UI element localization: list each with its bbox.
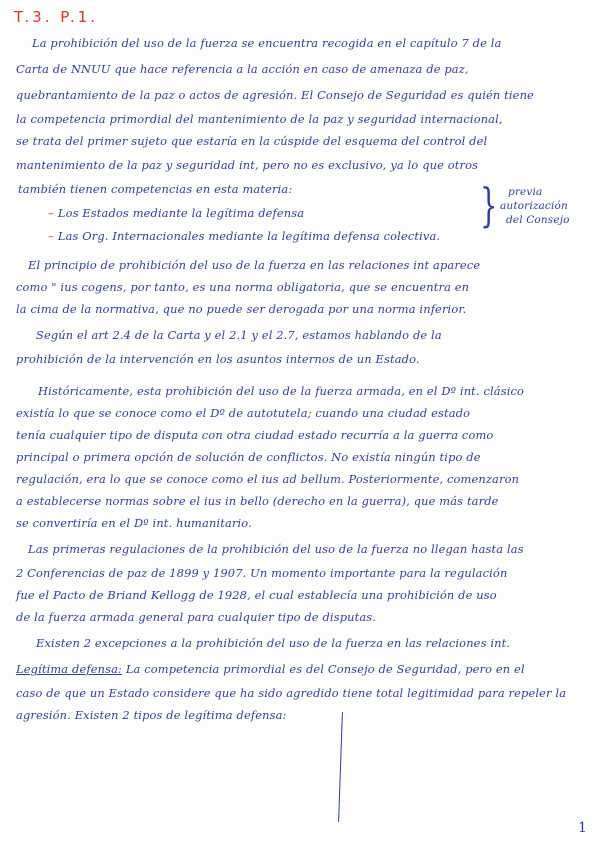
text-line: se trata del primer sujeto que estaría en la cúspide del esquema del control del — [16, 134, 488, 148]
curly-brace-icon: } — [480, 178, 498, 232]
text-line: 2 Conferencias de paz de 1899 y 1907. Un momento importante para la regulación — [16, 566, 508, 580]
text-line: la cima de la normativa, que no puede ser derogada por una norma inferior. — [16, 302, 467, 316]
text-line: Históricamente, esta prohibición del uso de la fuerza armada, en el Dº int. clásico — [38, 384, 525, 398]
text-line: Según el art 2.4 de la Carta y el 2.1 y el 2.7, estamos hablando de la — [36, 328, 442, 342]
text-line: El principio de prohibición del uso de la fuerza en las relaciones int aparece — [28, 258, 481, 272]
text-line: prohibición de la intervención en los asuntos internos de un Estado. — [16, 352, 420, 366]
text-line: también tienen competencias en esta materia: — [18, 182, 293, 196]
text-line: la competencia primordial del mantenimiento de la paz y seguridad internacional, — [16, 112, 503, 126]
text-line: existía lo que se conoce como el Dº de autotutela; cuando una ciudad estado — [16, 406, 471, 420]
text-line: quebrantamiento de la paz o actos de agresión. El Consejo de Seguridad es quién tiene — [16, 88, 534, 102]
side-note-line: autorización — [500, 200, 568, 212]
section-heading: Legítima defensa: — [16, 662, 123, 676]
text-line: se convertiría en el Dº int. humanitario. — [16, 516, 252, 530]
side-note-line: previa — [508, 186, 543, 198]
text-line: agresión. Existen 2 tipos de legítima defensa: — [16, 708, 287, 722]
text-line: mantenimiento de la paz y seguridad int, pero no es exclusivo, ya lo que otros — [16, 158, 479, 172]
text-line: Existen 2 excepciones a la prohibición del uso de la fuerza en las relaciones int. — [36, 636, 511, 650]
text-line: caso de que un Estado considere que ha sido agredido tiene total legitimidad para repeler la — [16, 686, 567, 700]
text-line: tenía cualquier tipo de disputa con otra ciudad estado recurría a la guerra como — [16, 428, 494, 442]
text-line: Carta de NNUU que hace referencia a la acción en caso de amenaza de paz, — [16, 62, 469, 76]
list-item — [48, 229, 440, 243]
list-item — [48, 206, 304, 220]
text-line: fue el Pacto de Briand Kellogg de 1928, el cual establecía una prohibición de uso — [16, 588, 497, 602]
text-line: como " ius cogens, por tanto, es una norma obligatoria, que se encuentra en — [16, 280, 470, 294]
text-line: principal o primera opción de solución de conflictos. No existía ningún tipo de — [16, 450, 481, 464]
page-number: 1 — [578, 820, 588, 836]
list-item-text: Las Org. Internacionales mediante la legítima defensa colectiva. — [57, 229, 441, 243]
text-line-body: La competencia primordial es del Consejo de Seguridad, pero en el — [125, 662, 525, 676]
text-line — [16, 662, 525, 676]
text-line: de la fuerza armada general para cualquier tipo de disputas. — [16, 610, 377, 624]
text-line: a establecerse normas sobre el ius in bello (derecho en la guerra), que más tarde — [16, 494, 499, 508]
text-line: Las primeras regulaciones de la prohibición del uso de la fuerza no llegan hasta las — [28, 542, 524, 556]
bullet-dash: – — [48, 229, 54, 243]
bullet-dash: – — [48, 206, 54, 220]
page-title: T.3. P.1. — [14, 8, 99, 26]
text-line: regulación, era lo que se conoce como el ius ad bellum. Posteriormente, comenzaron — [16, 472, 520, 486]
text-line: La prohibición del uso de la fuerza se encuentra recogida en el capítulo 7 de la — [32, 36, 502, 50]
side-note-line: del Consejo — [506, 214, 570, 226]
pen-stroke-mark — [338, 712, 344, 822]
list-item-text: Los Estados mediante la legítima defensa — [57, 206, 305, 220]
